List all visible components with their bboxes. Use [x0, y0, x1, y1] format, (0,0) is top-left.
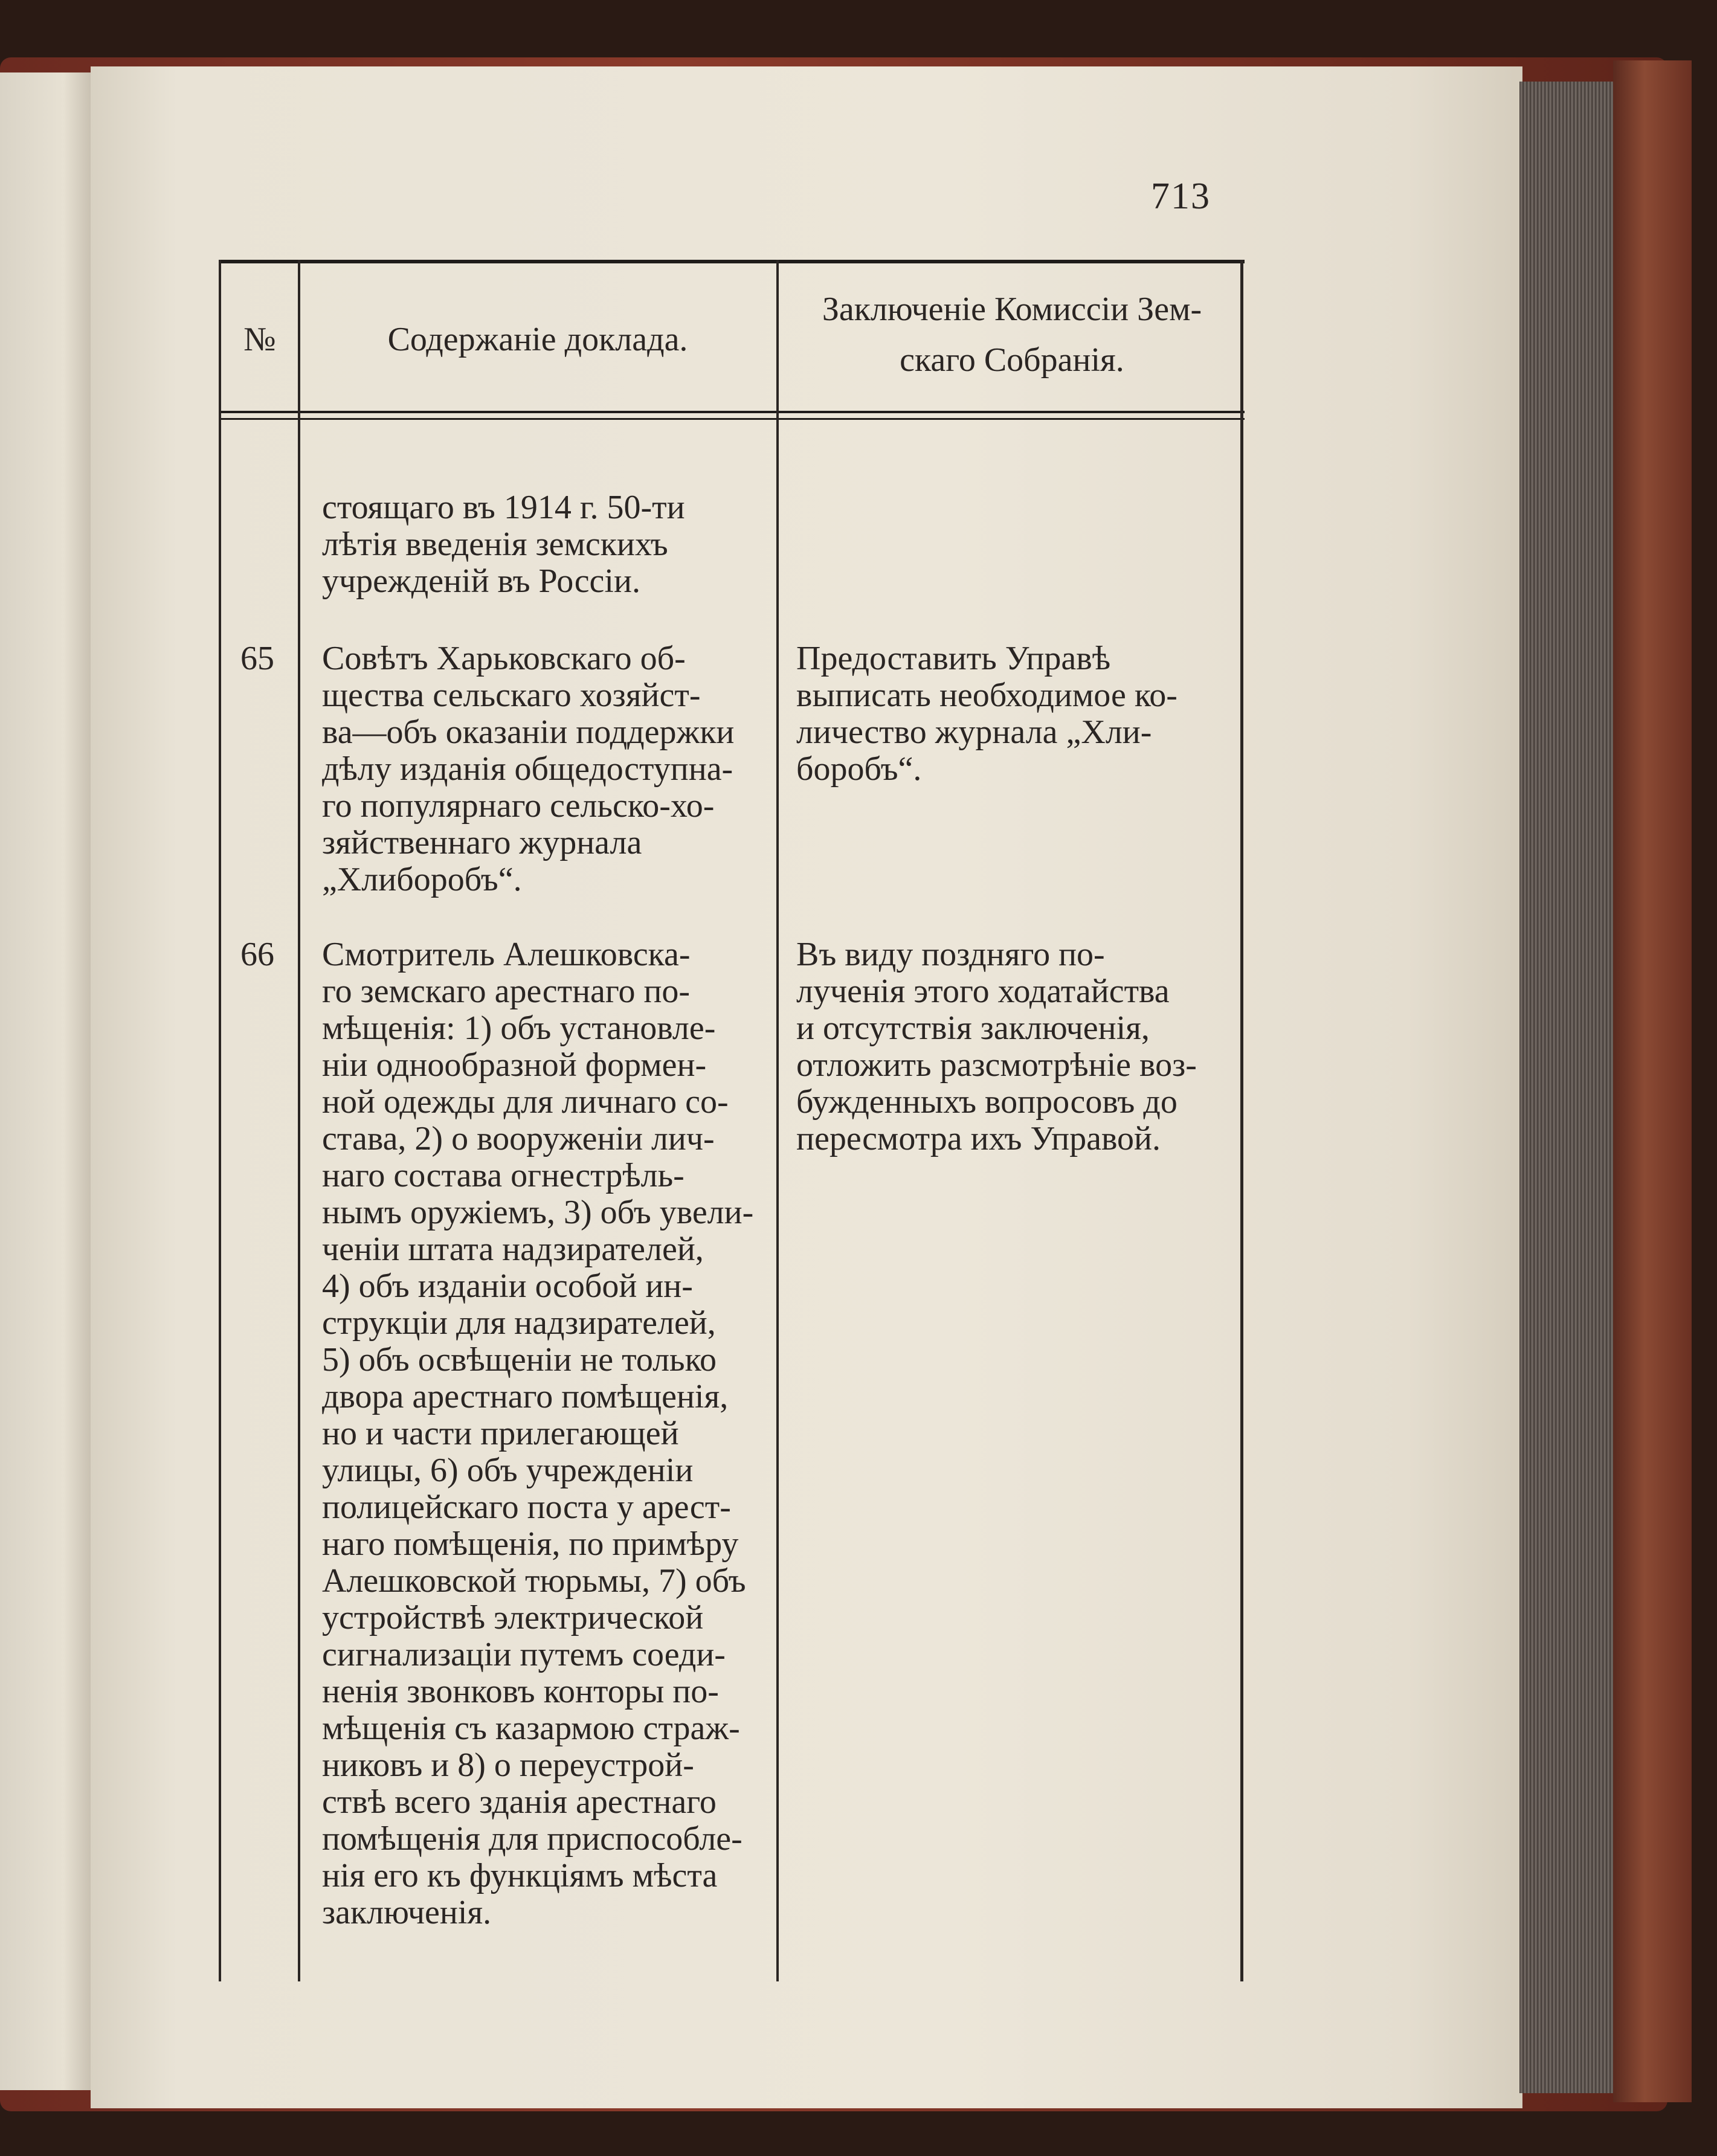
- page-edges: [1519, 82, 1616, 2093]
- table-top-rule: [221, 260, 1245, 263]
- header-conclusion: Заключеніе Комиссіи Зем- скаго Собранія.: [822, 291, 1202, 379]
- row-1-conclusion: Предоставить Управѣ выписать необходимое ко- личество журнала „Хли- боробъ“.: [796, 640, 1177, 788]
- table-right-border: [1240, 260, 1243, 1981]
- table-left-border: [219, 260, 221, 1981]
- row-0-content: стоящаго въ 1914 г. 50-ти лѣтія введенія земскихъ учрежденій въ Россіи.: [322, 489, 685, 600]
- row-1-content: Совѣтъ Харьковскаго об- щества сельскаго хозяйст- ва—объ оказаніи поддержки дѣлу изданія общедоступна- го популярнаго сельско-хо- зяйственнаго журнала „Хлиборобъ“.: [322, 640, 735, 898]
- column-divider-2: [776, 260, 779, 1981]
- page-number: 713: [1151, 176, 1211, 217]
- row-2-content: Смотритель Алешковска- го земскаго арестнаго по- мѣщенія: 1) объ установле- ніи однообразной формен- ной одежды для личнаго со- става, 2) о вооруженіи лич- наго состава огнестрѣль- нымъ оружіемъ, 3) объ увели- ченіи штата надзирателей, 4) объ изданіи особой ин- струкціи для надзирателей, 5) объ освѣщеніи не только двора арестнаго помѣщенія, но и части прилегающей улицы, 6) объ учрежденіи полицейскаго поста у арест- наго помѣщенія, по примѣру Алешковской тюрьмы, 7) объ устройствѣ электрической сигнализаціи путемъ соеди- ненія звонковъ конторы по- мѣщенія съ казармою страж- никовъ и 8) о переустрой- ствѣ всего зданія арестнаго помѣщенія для приспособле- нія его къ функціямъ мѣста заключенія.: [322, 936, 754, 1931]
- row-1-number: 65: [240, 640, 274, 677]
- row-2-conclusion: Въ виду поздняго по- лученія этого ходатайства и отсутствія заключенія, отложить разсмотрѣніе воз- бужденныхъ вопросовъ до пересмотра ихъ Управой.: [796, 936, 1197, 1157]
- column-divider-1: [298, 260, 300, 1981]
- header-bottom-rule-2: [221, 418, 1245, 420]
- header-bottom-rule: [221, 411, 1245, 413]
- header-content: Содержаніе доклада.: [387, 321, 688, 358]
- header-number: №: [243, 321, 276, 358]
- cover-spine-right: [1613, 60, 1692, 2102]
- row-2-number: 66: [240, 936, 274, 973]
- left-page-edge: [0, 72, 91, 2090]
